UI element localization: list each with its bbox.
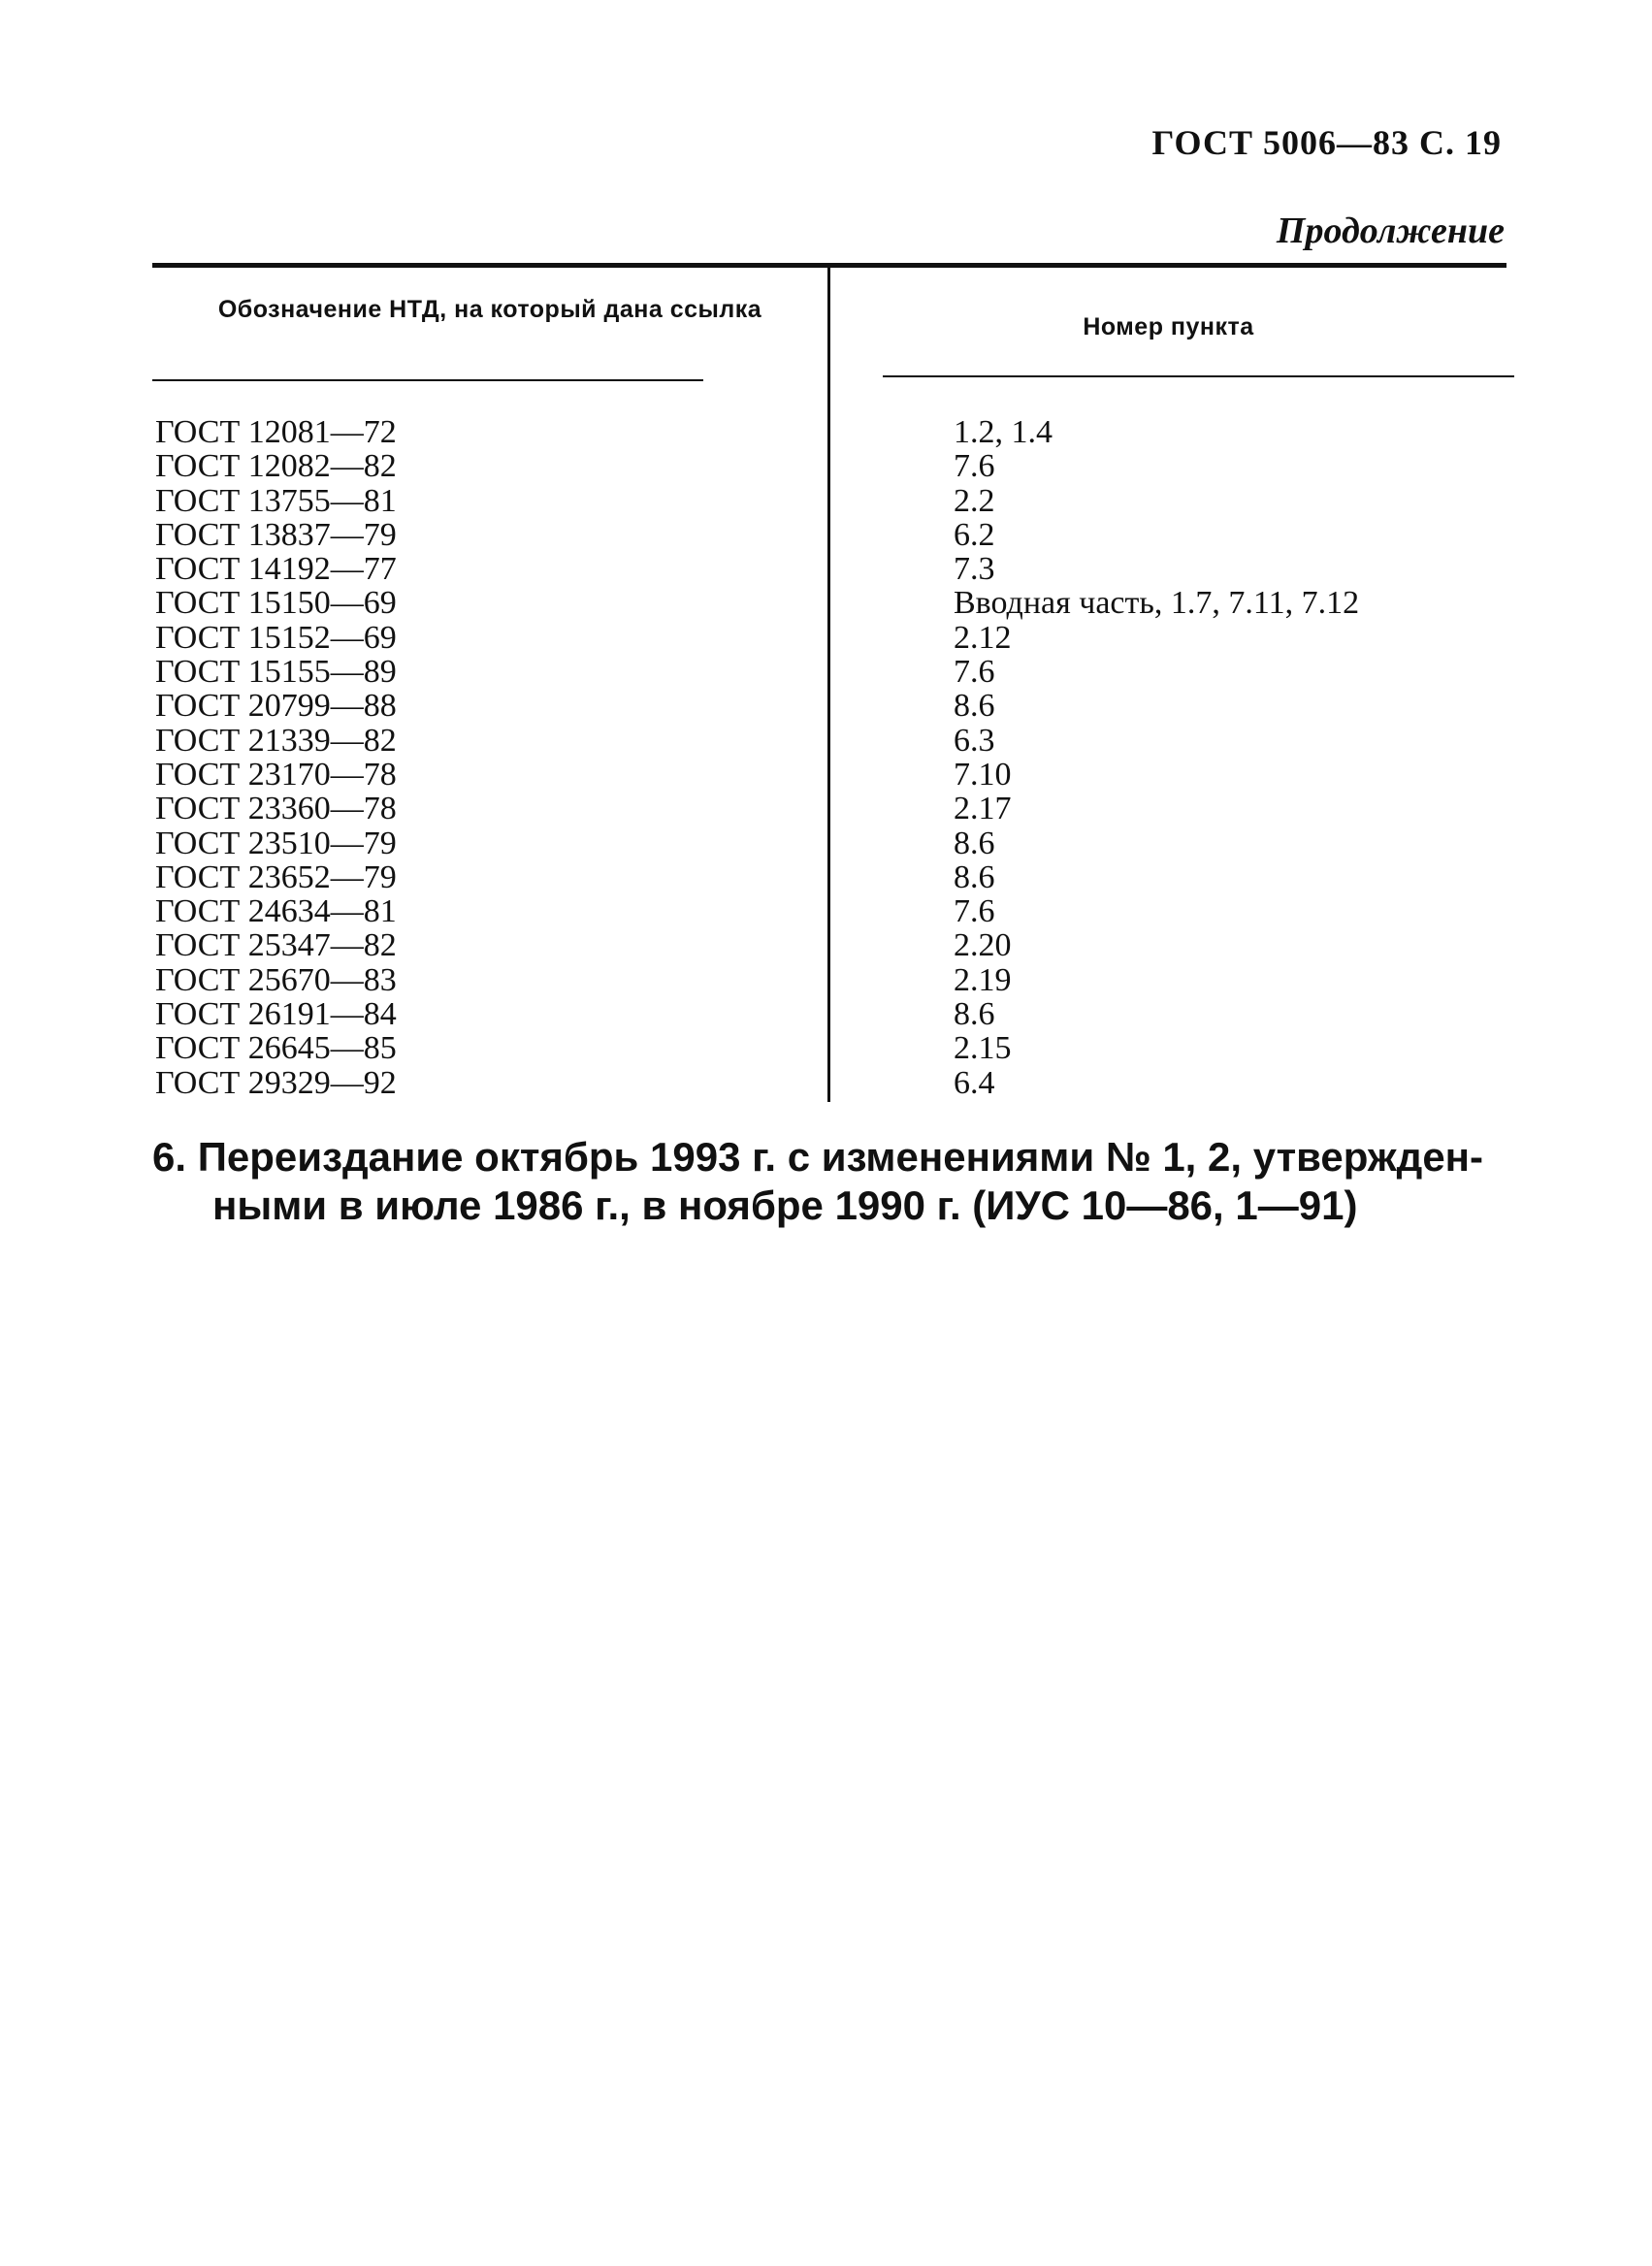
clause-number: 6.4 (954, 1064, 995, 1101)
reissue-note-line-1: 6. Переиздание октябрь 1993 г. с изменениями № 1, 2, утвержден- (152, 1134, 1484, 1180)
document-designation: ГОСТ 14192—77 (155, 551, 397, 588)
document-designation: ГОСТ 20799—88 (155, 688, 397, 725)
table-row (0, 928, 1652, 962)
clause-number: 2.2 (954, 482, 995, 519)
continuation-label: Продолжение (1276, 210, 1505, 251)
table-row (0, 860, 1652, 894)
table-row (0, 552, 1652, 586)
clause-number: 8.6 (954, 996, 995, 1033)
table-row (0, 963, 1652, 997)
reissue-note (152, 1133, 1510, 1230)
table-row (0, 758, 1652, 792)
table-row (0, 894, 1652, 928)
table-header-rule-left (152, 379, 703, 381)
clause-number: 7.10 (954, 756, 1012, 793)
table-row (0, 1031, 1652, 1065)
clause-number: 2.20 (954, 927, 1012, 964)
table-row (0, 415, 1652, 449)
document-designation: ГОСТ 15155—89 (155, 654, 397, 691)
clause-number: 2.19 (954, 961, 1012, 998)
document-designation: ГОСТ 13755—81 (155, 482, 397, 519)
document-designation: ГОСТ 25670—83 (155, 961, 397, 998)
document-designation: ГОСТ 26191—84 (155, 996, 397, 1033)
table-row (0, 449, 1652, 483)
document-designation: ГОСТ 12081—72 (155, 414, 397, 450)
clause-number: 1.2, 1.4 (954, 414, 1053, 450)
clause-number: 7.6 (954, 654, 995, 691)
table-row (0, 689, 1652, 723)
clause-number: Вводная часть, 1.7, 7.11, 7.12 (954, 585, 1360, 622)
page-header: ГОСТ 5006—83 С. 19 (1151, 123, 1502, 162)
clause-number: 2.15 (954, 1030, 1012, 1067)
document-designation: ГОСТ 23510—79 (155, 825, 397, 861)
table-row (0, 792, 1652, 825)
document-designation: ГОСТ 29329—92 (155, 1064, 397, 1101)
clause-number: 8.6 (954, 825, 995, 861)
table-row (0, 586, 1652, 620)
clause-number: 2.12 (954, 619, 1012, 656)
table-row (0, 724, 1652, 758)
clause-number: 6.3 (954, 722, 995, 759)
clause-number: 8.6 (954, 688, 995, 725)
document-designation: ГОСТ 26645—85 (155, 1030, 397, 1067)
column-header-document: Обозначение НТД, на который дана ссылка (217, 296, 762, 323)
document-designation: ГОСТ 23170—78 (155, 756, 397, 793)
document-designation: ГОСТ 15150—69 (155, 585, 397, 622)
clause-number: 7.6 (954, 448, 995, 485)
table-row (0, 655, 1652, 689)
table-row (0, 484, 1652, 518)
table-row (0, 997, 1652, 1031)
document-designation: ГОСТ 25347—82 (155, 927, 397, 964)
document-designation: ГОСТ 13837—79 (155, 516, 397, 553)
table-body (0, 415, 1652, 1100)
document-designation: ГОСТ 21339—82 (155, 722, 397, 759)
document-designation: ГОСТ 23652—79 (155, 858, 397, 895)
column-header-clause: Номер пункта (1083, 313, 1254, 340)
document-designation: ГОСТ 23360—78 (155, 791, 397, 827)
table-header-rule-right (883, 375, 1514, 377)
document-designation: ГОСТ 15152—69 (155, 619, 397, 656)
table-row (0, 621, 1652, 655)
table-row (0, 826, 1652, 860)
clause-number: 6.2 (954, 516, 995, 553)
table-row (0, 1066, 1652, 1100)
document-designation: ГОСТ 12082—82 (155, 448, 397, 485)
document-designation: ГОСТ 24634—81 (155, 893, 397, 930)
clause-number: 8.6 (954, 858, 995, 895)
reissue-note-line-2: ными в июле 1986 г., в ноябре 1990 г. (ИУС 10—86, 1—91) (212, 1182, 1358, 1228)
table-row (0, 518, 1652, 552)
clause-number: 7.3 (954, 551, 995, 588)
clause-number: 7.6 (954, 893, 995, 930)
clause-number: 2.17 (954, 791, 1012, 827)
